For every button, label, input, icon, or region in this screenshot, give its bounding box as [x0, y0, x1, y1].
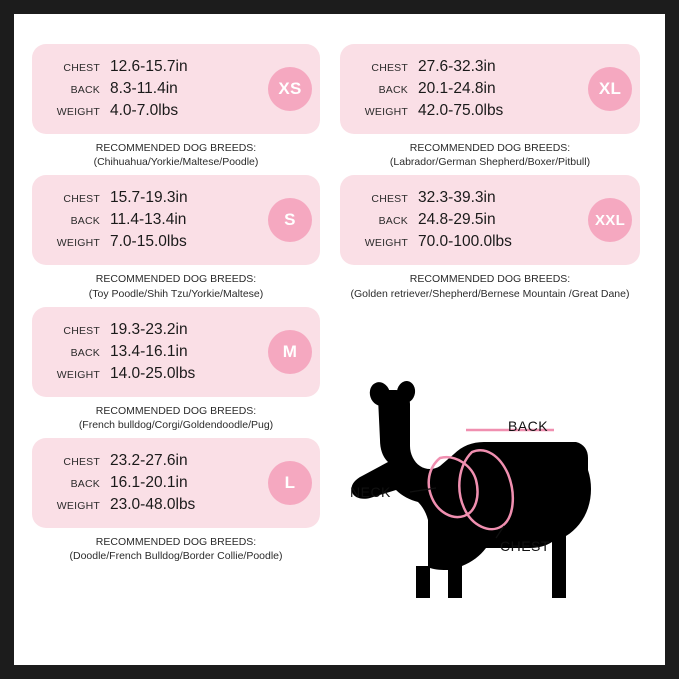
row-label-weight: WEIGHT	[364, 237, 408, 250]
row-label-chest: CHEST	[63, 62, 100, 74]
breeds-xxl	[340, 272, 640, 300]
row-label-back: BACK	[378, 84, 408, 96]
left-size-column	[32, 44, 320, 569]
row-value-weight: 4.0-7.0lbs	[110, 102, 179, 119]
measurement-card-xl	[340, 44, 640, 134]
breeds-title: RECOMMENDED DOG BREEDS:	[95, 273, 257, 286]
row-value-weight: 23.0-48.0lbs	[110, 496, 196, 514]
breeds-m	[32, 404, 320, 432]
row-value-chest: 12.6-15.7in	[110, 58, 188, 75]
breeds-title: RECOMMENDED DOG BREEDS:	[95, 142, 257, 154]
row-label-back: BACK	[70, 215, 100, 228]
row-value-back: 24.8-29.5in	[418, 211, 496, 229]
dog-measurement-diagram	[344, 366, 644, 626]
measurement-card-s	[32, 175, 320, 265]
row-label-back: BACK	[70, 346, 100, 359]
size-badge-xs: XS	[268, 67, 312, 111]
size-block-s	[32, 175, 320, 300]
row-value-weight: 42.0-75.0lbs	[418, 102, 504, 119]
row-label-chest: CHEST	[371, 193, 408, 206]
size-badge-l: L	[268, 461, 312, 505]
neck-label: NECK	[350, 484, 391, 500]
size-block-xl	[340, 44, 640, 169]
size-block-l	[32, 438, 320, 563]
row-value-back: 13.4-16.1in	[110, 342, 188, 360]
measurement-card-xs	[32, 44, 320, 134]
measurement-card-xxl	[340, 175, 640, 265]
breeds-names: (Golden retriever/Shepherd/Bernese Mountain /Great Dane)	[350, 287, 630, 300]
size-badge-xl: XL	[588, 67, 632, 111]
row-value-back: 16.1-20.1in	[110, 474, 188, 492]
size-chart-panel	[14, 14, 665, 665]
row-label-weight: WEIGHT	[56, 106, 100, 118]
row-value-chest: 27.6-32.3in	[418, 58, 496, 75]
row-value-chest: 32.3-39.3in	[418, 189, 496, 207]
breeds-xs	[32, 141, 320, 169]
row-label-chest: CHEST	[371, 62, 408, 74]
back-label: BACK	[508, 418, 549, 434]
size-badge-xxl: XXL	[588, 198, 632, 242]
size-badge-s: S	[268, 198, 312, 242]
row-label-weight: WEIGHT	[364, 106, 408, 118]
row-value-chest: 15.7-19.3in	[110, 189, 188, 207]
breeds-title: RECOMMENDED DOG BREEDS:	[95, 404, 257, 417]
breeds-l	[32, 535, 320, 563]
breeds-names: (Chihuahua/Yorkie/Maltese/Poodle)	[93, 156, 259, 169]
size-block-xs	[32, 44, 320, 169]
row-label-weight: WEIGHT	[56, 500, 100, 513]
size-block-xxl	[340, 175, 640, 300]
breeds-title: RECOMMENDED DOG BREEDS:	[409, 273, 571, 286]
row-value-back: 11.4-13.4in	[110, 211, 187, 229]
breeds-title: RECOMMENDED DOG BREEDS:	[409, 142, 571, 154]
row-value-weight: 70.0-100.0lbs	[418, 233, 512, 251]
row-label-weight: WEIGHT	[56, 368, 100, 381]
row-label-back: BACK	[70, 478, 100, 491]
size-badge-m: M	[268, 330, 312, 374]
breeds-title: RECOMMENDED DOG BREEDS:	[95, 536, 257, 549]
measurement-card-m	[32, 307, 320, 397]
row-label-chest: CHEST	[63, 456, 100, 469]
breeds-names: (Toy Poodle/Shih Tzu/Yorkie/Maltese)	[88, 287, 264, 300]
row-label-back: BACK	[70, 84, 100, 96]
row-label-back: BACK	[378, 215, 408, 228]
breeds-names: (Doodle/French Bulldog/Border Collie/Poodle)	[69, 550, 283, 563]
row-value-chest: 23.2-27.6in	[110, 452, 188, 470]
breeds-names: (French bulldog/Corgi/Goldendoodle/Pug)	[78, 418, 274, 431]
breeds-s	[32, 272, 320, 300]
row-value-chest: 19.3-23.2in	[110, 320, 188, 338]
row-value-weight: 14.0-25.0lbs	[110, 364, 196, 382]
row-label-chest: CHEST	[63, 324, 100, 337]
breeds-names: (Labrador/German Shepherd/Boxer/Pitbull)	[389, 156, 591, 169]
row-label-chest: CHEST	[63, 193, 100, 206]
size-block-m	[32, 307, 320, 432]
breeds-xl	[340, 141, 640, 169]
row-value-back: 8.3-11.4in	[110, 80, 178, 97]
row-value-weight: 7.0-15.0lbs	[110, 233, 187, 251]
row-value-back: 20.1-24.8in	[418, 80, 496, 97]
right-size-column	[340, 44, 640, 307]
measurement-card-l	[32, 438, 320, 528]
row-label-weight: WEIGHT	[56, 237, 100, 250]
chest-label: CHEST	[500, 538, 550, 554]
